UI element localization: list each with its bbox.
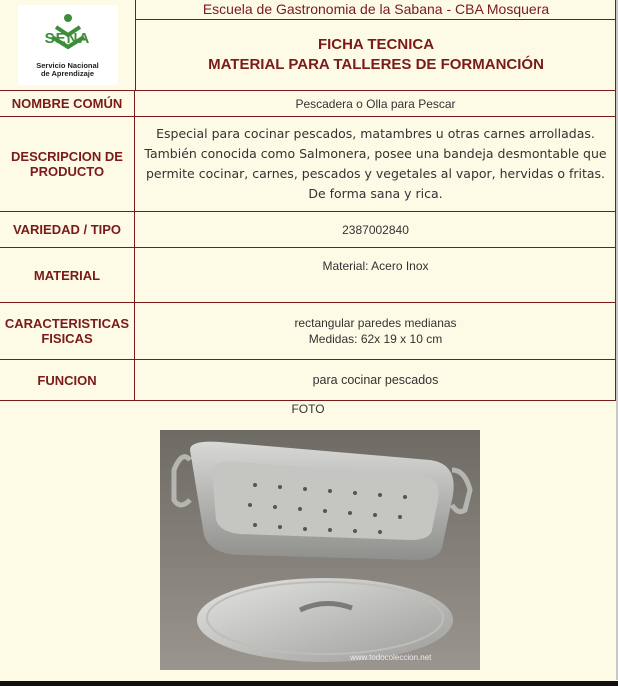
logo-text: SENA (44, 29, 91, 47)
foto-label: FOTO (291, 402, 325, 416)
shape-text: rectangular paredes medianas (294, 316, 457, 330)
photo-watermark: www.todocoleccion.net (350, 653, 432, 662)
row-value (135, 303, 616, 359)
row-nombre (0, 90, 616, 116)
title-line-1: FICHA TECNICA (317, 36, 435, 53)
bottom-bar (0, 681, 618, 686)
row-material (0, 247, 616, 302)
row-value: Pescadera o Olla para Pescar (295, 96, 456, 111)
row-value: 2387002840 (342, 222, 409, 237)
row-label: NOMBRE COMÚN (0, 91, 135, 116)
school-name: Escuela de Gastronomia de la Sabana - CBA Mosquera (136, 0, 616, 20)
row-caracteristicas (0, 302, 616, 359)
row-funcion (0, 359, 616, 401)
sena-logo (18, 5, 118, 85)
logo-cell (0, 0, 136, 90)
logo-sub2: de Aprendizaje (40, 68, 95, 78)
row-value: Material: Acero Inox (322, 259, 429, 273)
row-label: CARACTERISTICAS FISICAS (0, 303, 135, 359)
sheet-title (136, 20, 616, 90)
row-label: FUNCION (0, 360, 135, 400)
row-value: para cocinar pescados (312, 373, 439, 387)
row-label: DESCRIPCION DE PRODUCTO (0, 117, 135, 211)
row-label: VARIEDAD / TIPO (0, 212, 135, 247)
row-label: MATERIAL (0, 248, 135, 302)
dimensions-text: Medidas: 62x 19 x 10 cm (308, 332, 443, 346)
row-descripcion (0, 116, 616, 211)
title-line-2: MATERIAL PARA TALLERES DE FORMANCIÓN (208, 56, 544, 73)
fish-kettle-photo (160, 430, 480, 670)
row-value: Especial para cocinar pescados, matambres u otras carnes arrolladas. También conocida como Salmonera, posee una bandeja desmontable que permite cocinar, carnes, pescados y vegetales al vapor, hervidas o fritas. De forma sana y rica. (144, 126, 607, 201)
logo-sub1: Servicio Nacional (36, 60, 99, 70)
row-variedad (0, 211, 616, 247)
